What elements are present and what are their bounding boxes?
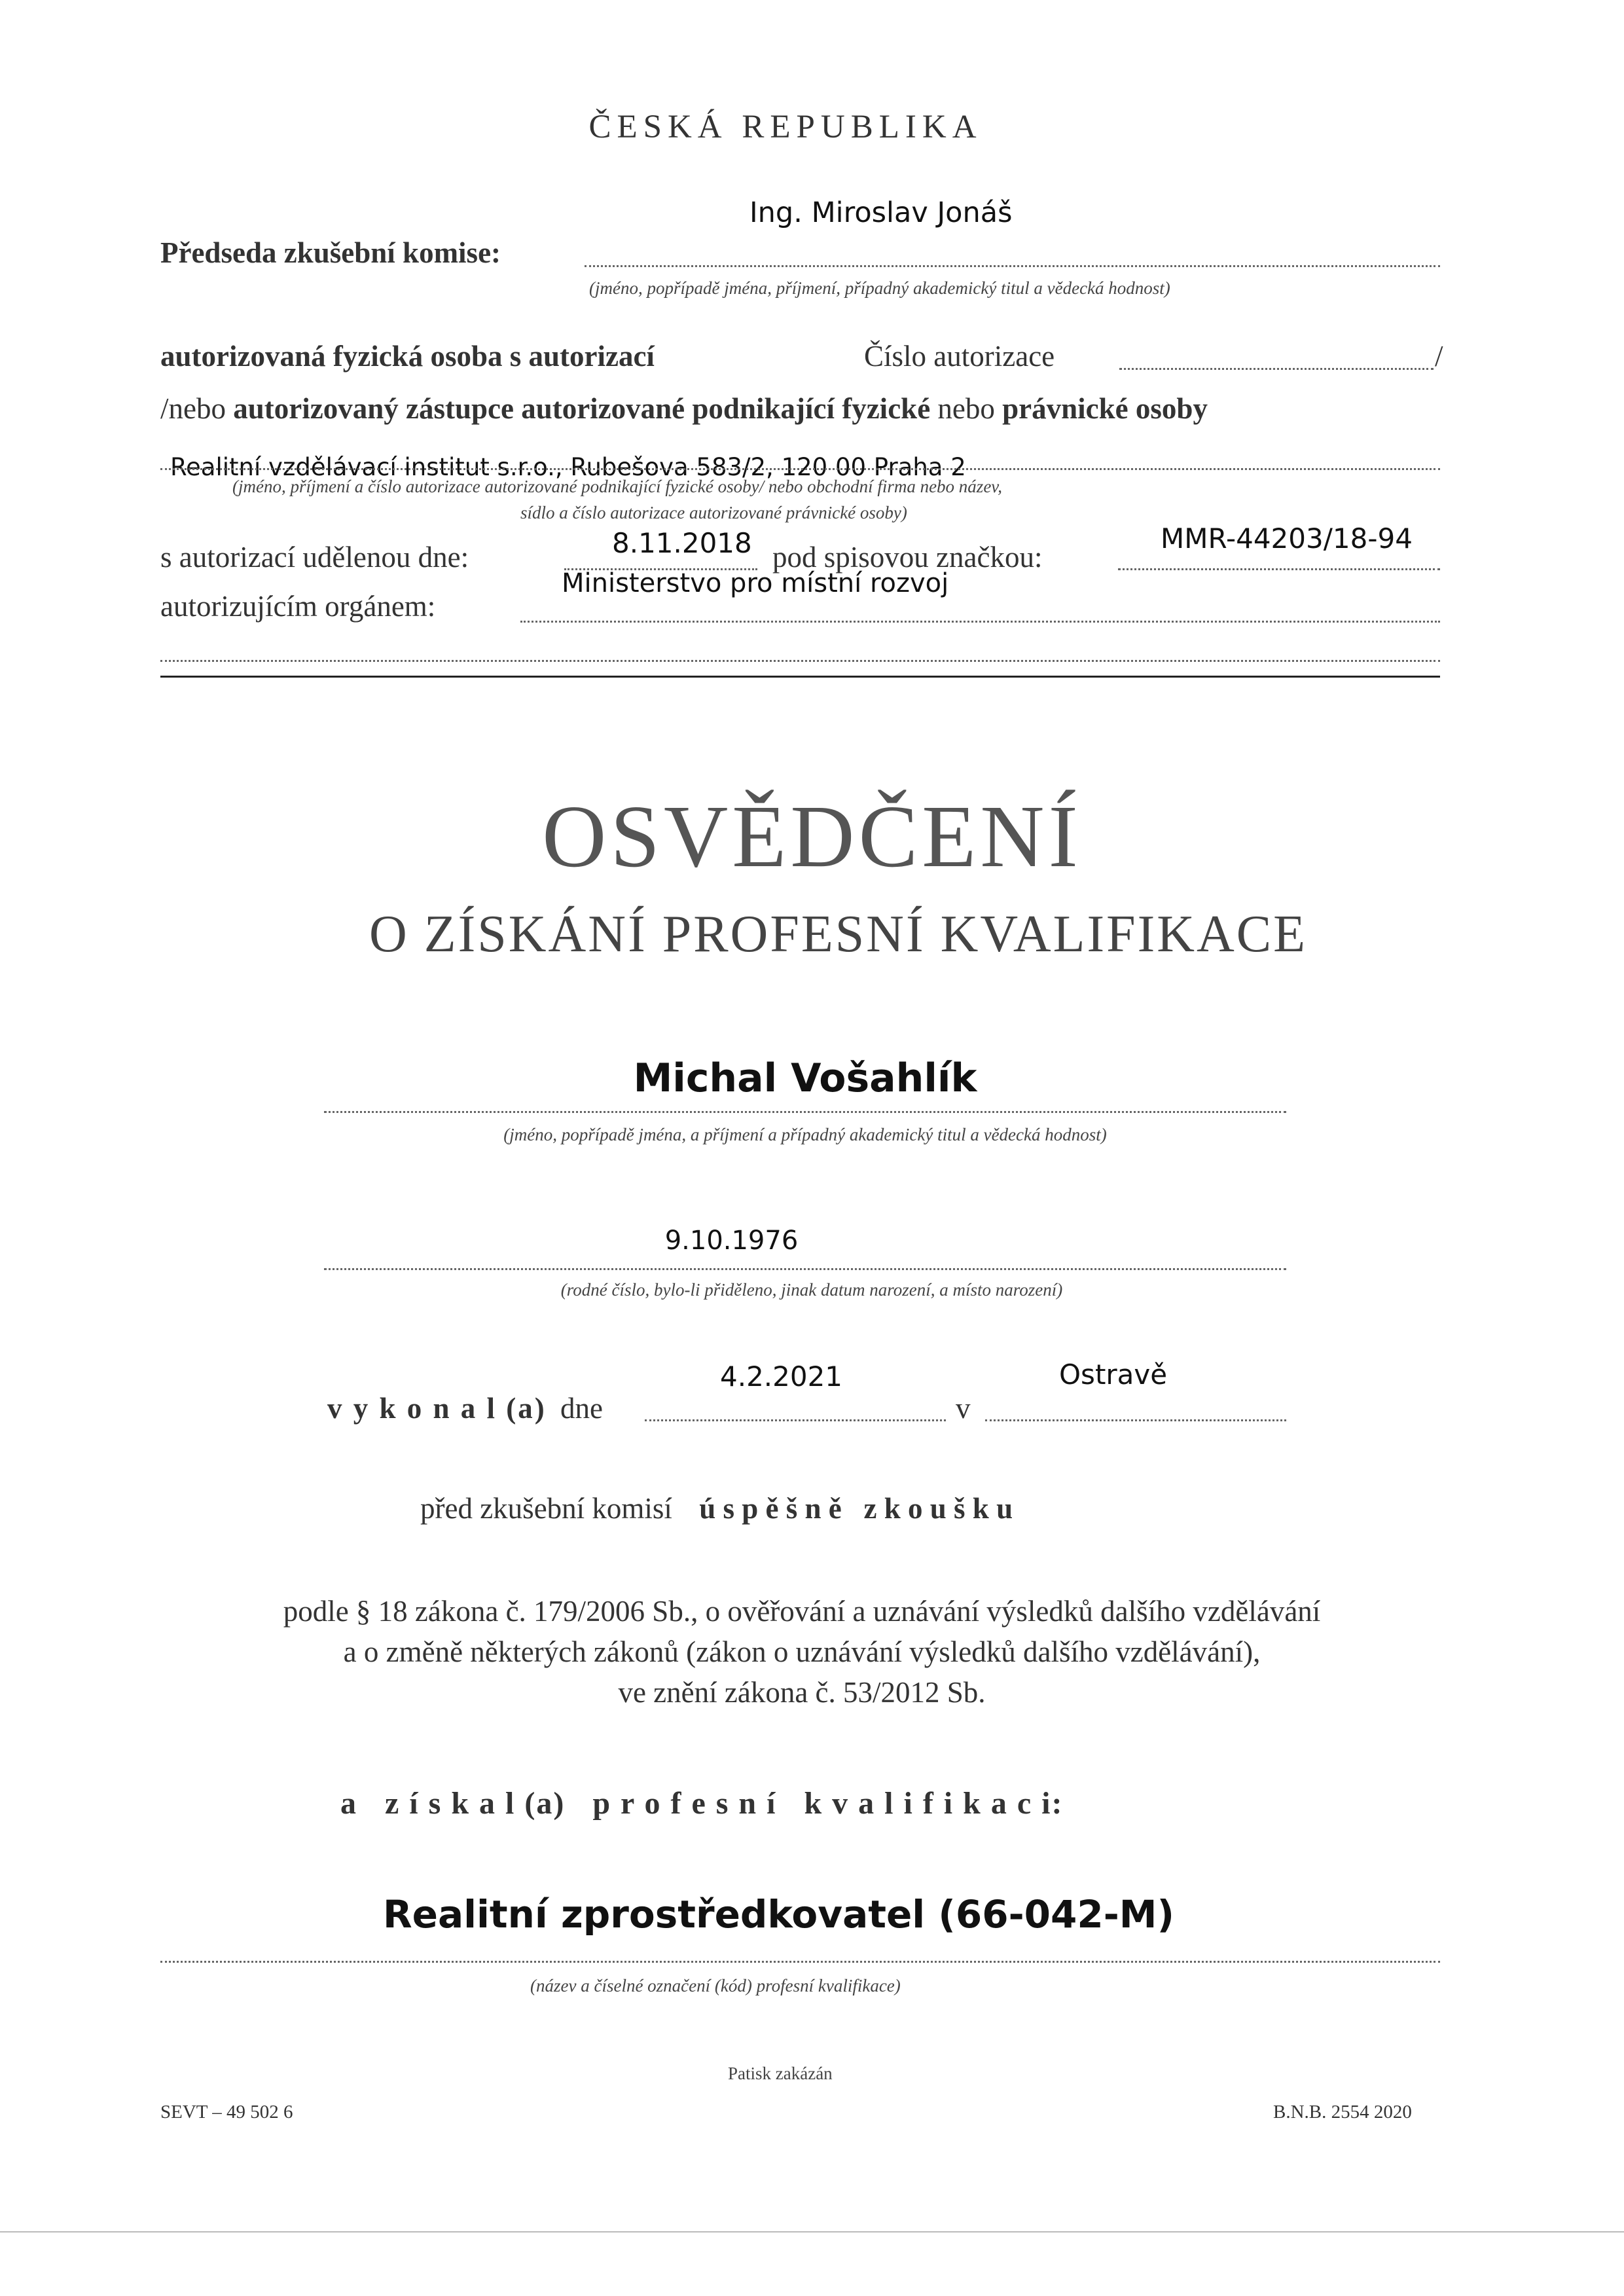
file-label: pod spisovou značkou: <box>772 541 1043 574</box>
birth-date: 9.10.1976 <box>664 1226 799 1256</box>
chair-dotted-line <box>585 265 1440 267</box>
name-note: (jméno, popřípadě jména, a příjmení a případný akademický titul a vědecká hodnost) <box>503 1125 1107 1144</box>
company-dotted-line <box>160 468 1440 470</box>
certificate-subtitle: O ZÍSKÁNÍ PROFESNÍ KVALIFIKACE <box>369 905 1308 963</box>
certificate-title: OSVĚDČENÍ <box>542 788 1082 886</box>
chair-label: Předseda zkušební komise: <box>160 236 501 269</box>
law-line-1: podle § 18 zákona č. 179/2006 Sb., o ověřování a uznávání výsledků dalšího vzdělávání <box>283 1595 1321 1628</box>
day-label: dne <box>560 1392 604 1425</box>
auth-person-label: autorizovaná fyzická osoba s autorizací <box>160 340 655 373</box>
or-word: nebo <box>937 392 995 425</box>
birth-dotted-line <box>324 1268 1286 1270</box>
granted-date: 8.11.2018 <box>612 527 752 559</box>
before-label: před zkušební komisí <box>420 1492 672 1525</box>
did-label: v y k o n a l (a) <box>327 1392 547 1425</box>
file-dotted-line <box>1118 568 1440 570</box>
qualification-name: Realitní zprostředkovatel (66-042-M) <box>383 1892 1175 1937</box>
bottom-scan-line <box>0 2231 1624 2232</box>
country-heading: ČESKÁ REPUBLIKA <box>588 109 983 145</box>
qualification-note: (název a číselné označení (kód) profesní kvalifikace) <box>530 1976 901 1995</box>
auth-number-label: Číslo autorizace <box>864 340 1055 373</box>
qualification-dotted-line <box>160 1961 1440 1963</box>
no-reprint: Patisk zakázán <box>728 2064 833 2083</box>
before-commission-line <box>420 1491 1013 1525</box>
birth-note: (rodné číslo, bylo-li přiděleno, jinak datum narození, a místo narození) <box>560 1280 1063 1300</box>
company: Realitní vzdělávací institut s.r.o., Rubešova 583/2, 120 00 Praha 2 <box>170 453 966 481</box>
auth-number-dotted-line <box>1119 368 1434 370</box>
bnb-code: B.N.B. 2554 2020 <box>1273 2102 1412 2123</box>
authority-label: autorizujícím orgánem: <box>160 590 436 623</box>
legal-label: právnické osoby <box>1002 392 1208 425</box>
law-line-2: a o změně některých zákonů (zákon o uznávání výsledků dalšího vzdělávání), <box>343 1635 1261 1668</box>
law-line-3: ve znění zákona č. 53/2012 Sb. <box>618 1676 986 1709</box>
file-number: MMR-44203/18-94 <box>1161 522 1413 555</box>
success-label: ú s p ě š n ě z k o u š k u <box>699 1492 1013 1525</box>
chair-note: (jméno, popřípadě jména, příjmení, případný akademický titul a vědecká hodnost) <box>589 278 1170 298</box>
exam-date: 4.2.2021 <box>720 1360 843 1393</box>
auth-number-slash: / <box>1435 340 1443 373</box>
sevt-code: SEVT – 49 502 6 <box>160 2102 293 2123</box>
exam-line <box>327 1391 603 1425</box>
chair-name: Ing. Miroslav Jonáš <box>749 196 1013 229</box>
authority: Ministerstvo pro místní rozvoj <box>562 568 949 598</box>
header-separator <box>160 676 1440 678</box>
person-name: Michal Vošahlík <box>633 1055 977 1101</box>
exam-place: Ostravě <box>1059 1358 1168 1391</box>
place-prefix: v <box>956 1392 971 1425</box>
auth-rep-label: autorizovaný zástupce autorizované podnikající fyzické <box>233 392 931 425</box>
exam-place-dotted-line <box>985 1419 1286 1421</box>
authority-dotted-line <box>520 621 1440 623</box>
extra-dotted-line <box>160 660 1440 662</box>
granted-label: s autorizací udělenou dne: <box>160 541 469 574</box>
or-prefix: /nebo <box>160 392 226 425</box>
company-note-2: sídlo a číslo autorizace autorizované právnické osoby) <box>520 503 907 522</box>
company-note-1: (jméno, příjmení a číslo autorizace autorizované podnikající fyzické osoby/ nebo obchodní firma nebo název, <box>232 477 1003 496</box>
exam-date-dotted-line <box>645 1419 946 1421</box>
auth-rep-line <box>160 392 1208 426</box>
qualification-label: a z í s k a l (a) p r o f e s n í k v a l i f i k a c i: <box>340 1786 1064 1821</box>
name-dotted-line <box>324 1111 1286 1113</box>
